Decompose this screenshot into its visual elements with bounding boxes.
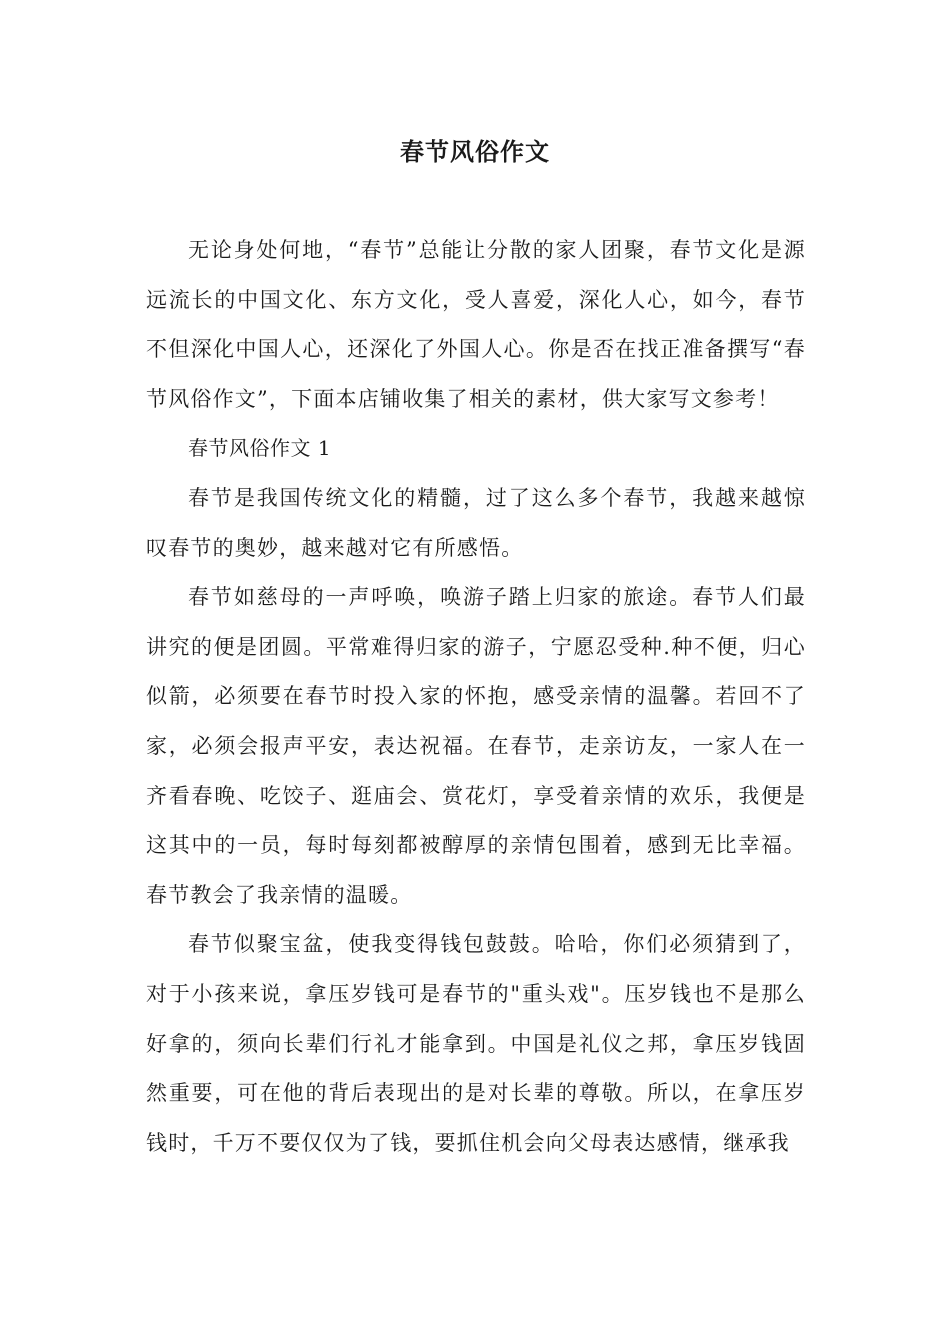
document-body	[146, 226, 806, 1168]
section-heading: 春节风俗作文 1	[188, 436, 332, 461]
body-paragraph-3: 春节似聚宝盆，使我变得钱包鼓鼓。哈哈，你们必须猜到了，对于小孩来说，拿压岁钱可是春节的"重头戏"。压岁钱也不是那么好拿的，须向长辈们行礼才能拿到。中国是礼仪之邦，拿压岁钱固然重要，可在他的背后表现出的是对长辈的尊敬。所以，在拿压岁钱时，千万不要仅仅为了钱，要抓住机会向父母表达感情，继承我	[146, 932, 806, 1155]
document-title: 春节风俗作文	[400, 137, 550, 166]
intro-paragraph: 无论身处何地，“春节”总能让分散的家人团聚，春节文化是源远流长的中国文化、东方文化，受人喜爱，深化人心，如今，春节不但深化中国人心，还深化了外国人心。你是否在找正准备撰写“春节风俗作文”，下面本店铺收集了相关的素材，供大家写文参考！	[146, 238, 806, 411]
body-paragraph-1: 春节是我国传统文化的精髓，过了这么多个春节，我越来越惊叹春节的奥妙，越来越对它有所感悟。	[146, 485, 806, 560]
body-paragraph-2: 春节如慈母的一声呼唤，唤游子踏上归家的旅途。春节人们最讲究的便是团圆。平常难得归家的游子，宁愿忍受种.种不便，归心似箭，必须要在春节时投入家的怀抱，感受亲情的温馨。若回不了家，必须会报声平安，表达祝福。在春节，走亲访友，一家人在一齐看春晚、吃饺子、逛庙会、赏花灯，享受着亲情的欢乐，我便是这其中的一员，每时每刻都被醇厚的亲情包围着，感到无比幸福。春节教会了我亲情的温暖。	[146, 585, 806, 907]
